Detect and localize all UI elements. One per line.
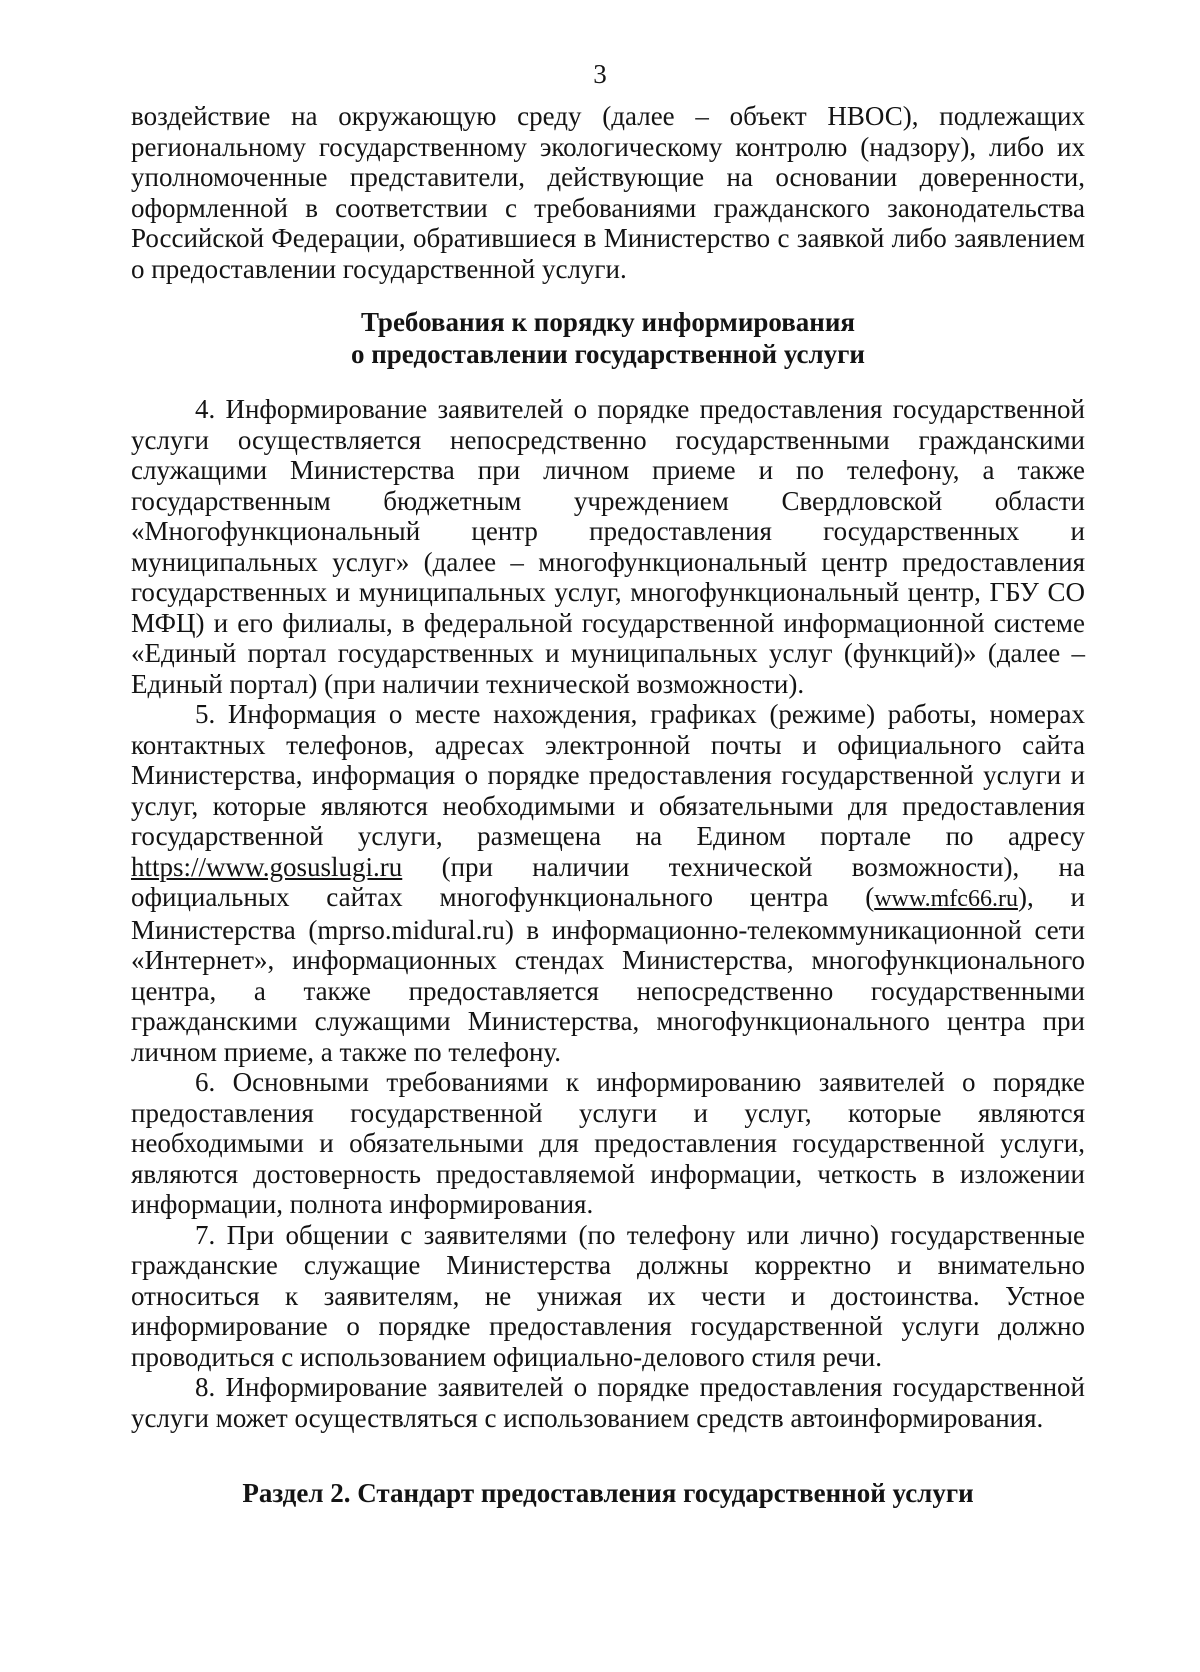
- paragraph-6: 6. Основными требованиями к информированию заявителей о порядке предоставления государственной услуги и услуг, которые являются необходимыми и обязательными для предоставления государственной услуги, являются достоверность предоставляемой информации, четкость в изложении информации, полнота информирования.: [131, 1067, 1085, 1219]
- mfc66-link[interactable]: www.mfc66.ru: [874, 886, 1018, 912]
- section-2-heading: Раздел 2. Стандарт предоставления государственной услуги: [242, 1478, 974, 1508]
- gosuslugi-link[interactable]: https://www.gosuslugi.ru: [131, 851, 403, 882]
- paragraph-5-text-2: (при наличии технической возможности), на официальных сайтах многофункционального центра (: [131, 851, 1085, 912]
- paragraph-5-text-3: ), и Министерства (mprso.midural.ru) в информационно-телекоммуникационной сети «Интернет», информационных стендах Министерства, многофункционального центра, а также предоставляется непосредственно государственными гражданскими служащими Министерства, многофункционального центра при личном приеме, а также по телефону.: [131, 882, 1085, 1067]
- paragraph-5: [131, 699, 1085, 1067]
- heading-line-1: Требования к порядку информирования: [360, 307, 856, 337]
- paragraph-7: 7. При общении с заявителями (по телефону или лично) государственные гражданские служащие Министерства должны корректно и внимательно относиться к заявителям, не унижая их чести и достоинства. Устное информирование о порядке предоставления государственной услуги должно проводиться с использованием официально-делового стиля речи.: [131, 1219, 1085, 1372]
- document-body: [131, 101, 1085, 1509]
- page-number: 3: [593, 59, 607, 89]
- heading-information-requirements: [131, 306, 1085, 370]
- intro-paragraph: воздействие на окружающую среду (далее – объект НВОС), подлежащих региональному государственному экологическому контролю (надзору), либо их уполномоченные представители, действующие на основании доверенности, оформленной в соответствии с требованиями гражданского законодательства Российской Федерации, обратившиеся в Министерство с заявкой либо заявлением о предоставлении государственной услуги.: [131, 101, 1085, 284]
- paragraph-4: 4. Информирование заявителей о порядке предоставления государственной услуги осуществляется непосредственно государственными гражданскими служащими Министерства при личном приеме и по телефону, а также государственным бюджетным учреждением Свердловской области «Многофункциональный центр предоставления государственных и муниципальных услуг» (далее – многофункциональный центр предоставления государственных и муниципальных услуг, многофункциональный центр, ГБУ СО МФЦ) и его филиалы, в федеральной государственной информационной системе «Единый портал государственных и муниципальных услуг (функций)» (далее – Единый портал) (при наличии технической возможности).: [131, 394, 1085, 699]
- paragraph-5-text-1: 5. Информация о месте нахождения, графиках (режиме) работы, номерах контактных телефонов, адресах электронной почты и официального сайта Министерства, информация о порядке предоставления государственной услуги и услуг, которые являются необходимыми и обязательными для предоставления государственной услуги, размещена на Едином портале по адресу: [131, 699, 1085, 851]
- paragraph-8: 8. Информирование заявителей о порядке предоставления государственной услуги может осуществляться с использованием средств автоинформирования.: [131, 1372, 1085, 1433]
- heading-line-2: о предоставлении государственной услуги: [350, 339, 865, 369]
